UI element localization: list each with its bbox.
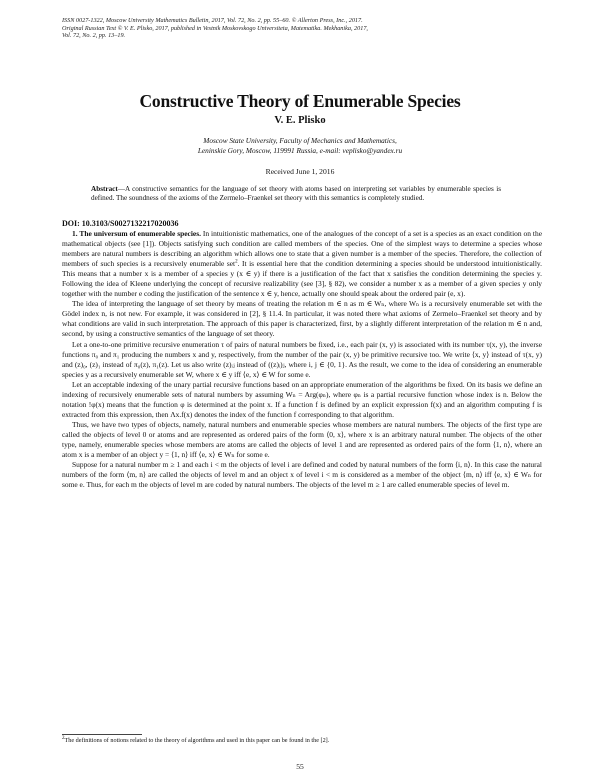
header-line-2: Original Russian Text © V. E. Plisko, 2017, published in Vestnik Moskovskogo Universiteta, Matematika. Mekhanika, 2017, bbox=[62, 24, 368, 32]
page-number: 55 bbox=[296, 762, 304, 771]
footnote-divider bbox=[62, 734, 142, 735]
doi: DOI: 10.3103/S0027132217020036 bbox=[62, 219, 179, 228]
paragraph-1 bbox=[62, 229, 542, 299]
affiliation bbox=[0, 136, 600, 155]
abstract bbox=[91, 185, 501, 203]
header-line-3: Vol. 72, No. 2, pp. 13–19. bbox=[62, 32, 126, 39]
paragraph-5: Thus, we have two types of objects, namely, natural numbers and enumerable species whose members are natural numbers. The objects of the first type are called the objects of level 0 or atoms and are represented as ordered pairs of the form ⟨0, x⟩, where x is an arbitrary natural number. The objects of the other type, namely, enumerable species whose members are atoms are called the objects of level 1 and are represented as ordered pairs of the form ⟨1, n⟩, where an atom x is a member of an object y = ⟨1, n⟩ iff ⟨e, x⟩ ∈ Wₙ for some e. bbox=[62, 419, 542, 460]
paragraph-2: The idea of interpreting the language of set theory by means of treating the relation m ∈ n as m ∈ Wₙ, where Wₙ is a recursively enumerable set with the Gödel index n, is not new. For example, it was considered in [2], § 11.4. In particular, it was noted there what axioms of Zermelo–Fraenkel set theory and by what conditions are valid in such interpretation. The approach of this paper is characterized, first, by a slightly different interpretation of the relation m ∈ n and, second, by using a constructive semantics of the language of set theory. bbox=[62, 299, 542, 339]
section-heading: 1. The universum of enumerable species. bbox=[72, 229, 201, 238]
section-1-body bbox=[62, 229, 542, 490]
footnote-text: The definitions of notions related to the theory of algorithms and used in this paper can be found in the [2]. bbox=[64, 737, 330, 744]
journal-header bbox=[62, 17, 542, 40]
abstract-text: —A constructive semantics for the language of set theory with atoms based on interpreting set variables by enumerable species is defined. The soundness of the axioms of the Zermelo–Fraenkel set theory with this semantics is completely studied. bbox=[91, 185, 501, 203]
paragraph-1-text-a: In intuitionistic mathematics, one of the analogues of the concept of a set is a species as an exact condition on the mathematical objects (see [1]). Objects satisfying such condition are called members of the species. One of the simplest ways to determine a species whose members are natural numbers is describing an algorithm which allows one to state that a given number is a member of the species. Therefore, the collection of members of such species is a recursively enumerable set bbox=[62, 229, 542, 269]
paper-author: V. E. Plisko bbox=[274, 115, 326, 126]
paper-title: Constructive Theory of Enumerable Species bbox=[139, 91, 461, 111]
paragraph-4: Let an acceptable indexing of the unary partial recursive functions based on an appropriate enumeration of the algorithms be fixed. On its basis we define an indexing of recursively enumerable sets of natural numbers by assuming Wₙ = Arg(φₙ), where φₙ is a partial recursive function whose index is n. Below the notation !φ(x) means that the function φ is determined at the point x. If a function f is defined by an explicit expression f(x) and an algorithm computing f is extracted from this expression, then Λx.f(x) denotes the index of the function f corresponding to that algorithm. bbox=[62, 379, 542, 419]
affiliation-line-2: Leninskie Gory, Moscow, 119991 Russia, e-mail: veplisko@yandex.ru bbox=[197, 145, 403, 155]
header-line-1: ISSN 0027-1322, Moscow University Mathematics Bulletin, 2017, Vol. 72, No. 2, pp. 55–60. © Allerton Press, Inc., 2017. bbox=[62, 17, 363, 24]
affiliation-line-1: Moscow State University, Faculty of Mechanics and Mathematics, bbox=[203, 136, 397, 145]
footnote bbox=[62, 737, 542, 745]
received-date: Received June 1, 2016 bbox=[265, 167, 335, 176]
paragraph-1-text-b: . It is essential here that the condition determining a species should be understood intuitionistically. This means that a number x is a member of a species y (x ∈ y) if there is a justification of the fact that x satisfies the condition determining the species y. Following the idea of Kleene underlying the concept of recursive realizability (see [3], § 82), we consider a number x as a member of a given species y only together with the number e coding the justification of the sentence x ∈ y, hence, actually one should speak about the ordered pair (e, x). bbox=[62, 259, 542, 299]
footnote-mark: 2 bbox=[62, 735, 65, 741]
abstract-label: Abstract bbox=[91, 185, 118, 193]
paragraph-6: Suppose for a natural number m ≥ 1 and each i < m the objects of level i are defined and coded by natural numbers of the form ⟨i, n⟩. In this case the natural numbers of the form ⟨m, n⟩ are called the objects of level m and an object x of level i < m is considered as a member of the object ⟨m, n⟩ iff ⟨e, x⟩ ∈ Wₙ for some e. Thus, for each m the objects of level m are coded by natural numbers. The objects of the level m ≥ 1 are called enumerable species of level m. bbox=[62, 460, 542, 490]
paragraph-3: Let a one-to-one primitive recursive enumeration τ of pairs of natural numbers be fixed, i.e., each pair (x, y) is associated with its number τ(x, y), the inverse functions π₀ and π₁ producing the numbers x and y, respectively, from the number of the pair (x, y) be primitive recursive too. We write ⟨x, y⟩ instead of τ(x, y) and (z)₀, (z)₁ instead of π₀(z), π₁(z). Let us also write (z)ᵢⱼ instead of ((z)ᵢ)ⱼ, where i, j ∈ {0, 1}. As the result, we come to the idea of considering an enumerable species y as a recursively enumerable set W, where x ∈ y iff ⟨e, x⟩ ∈ W for some e. bbox=[62, 339, 542, 379]
footnote-ref[interactable]: 2 bbox=[235, 259, 238, 265]
